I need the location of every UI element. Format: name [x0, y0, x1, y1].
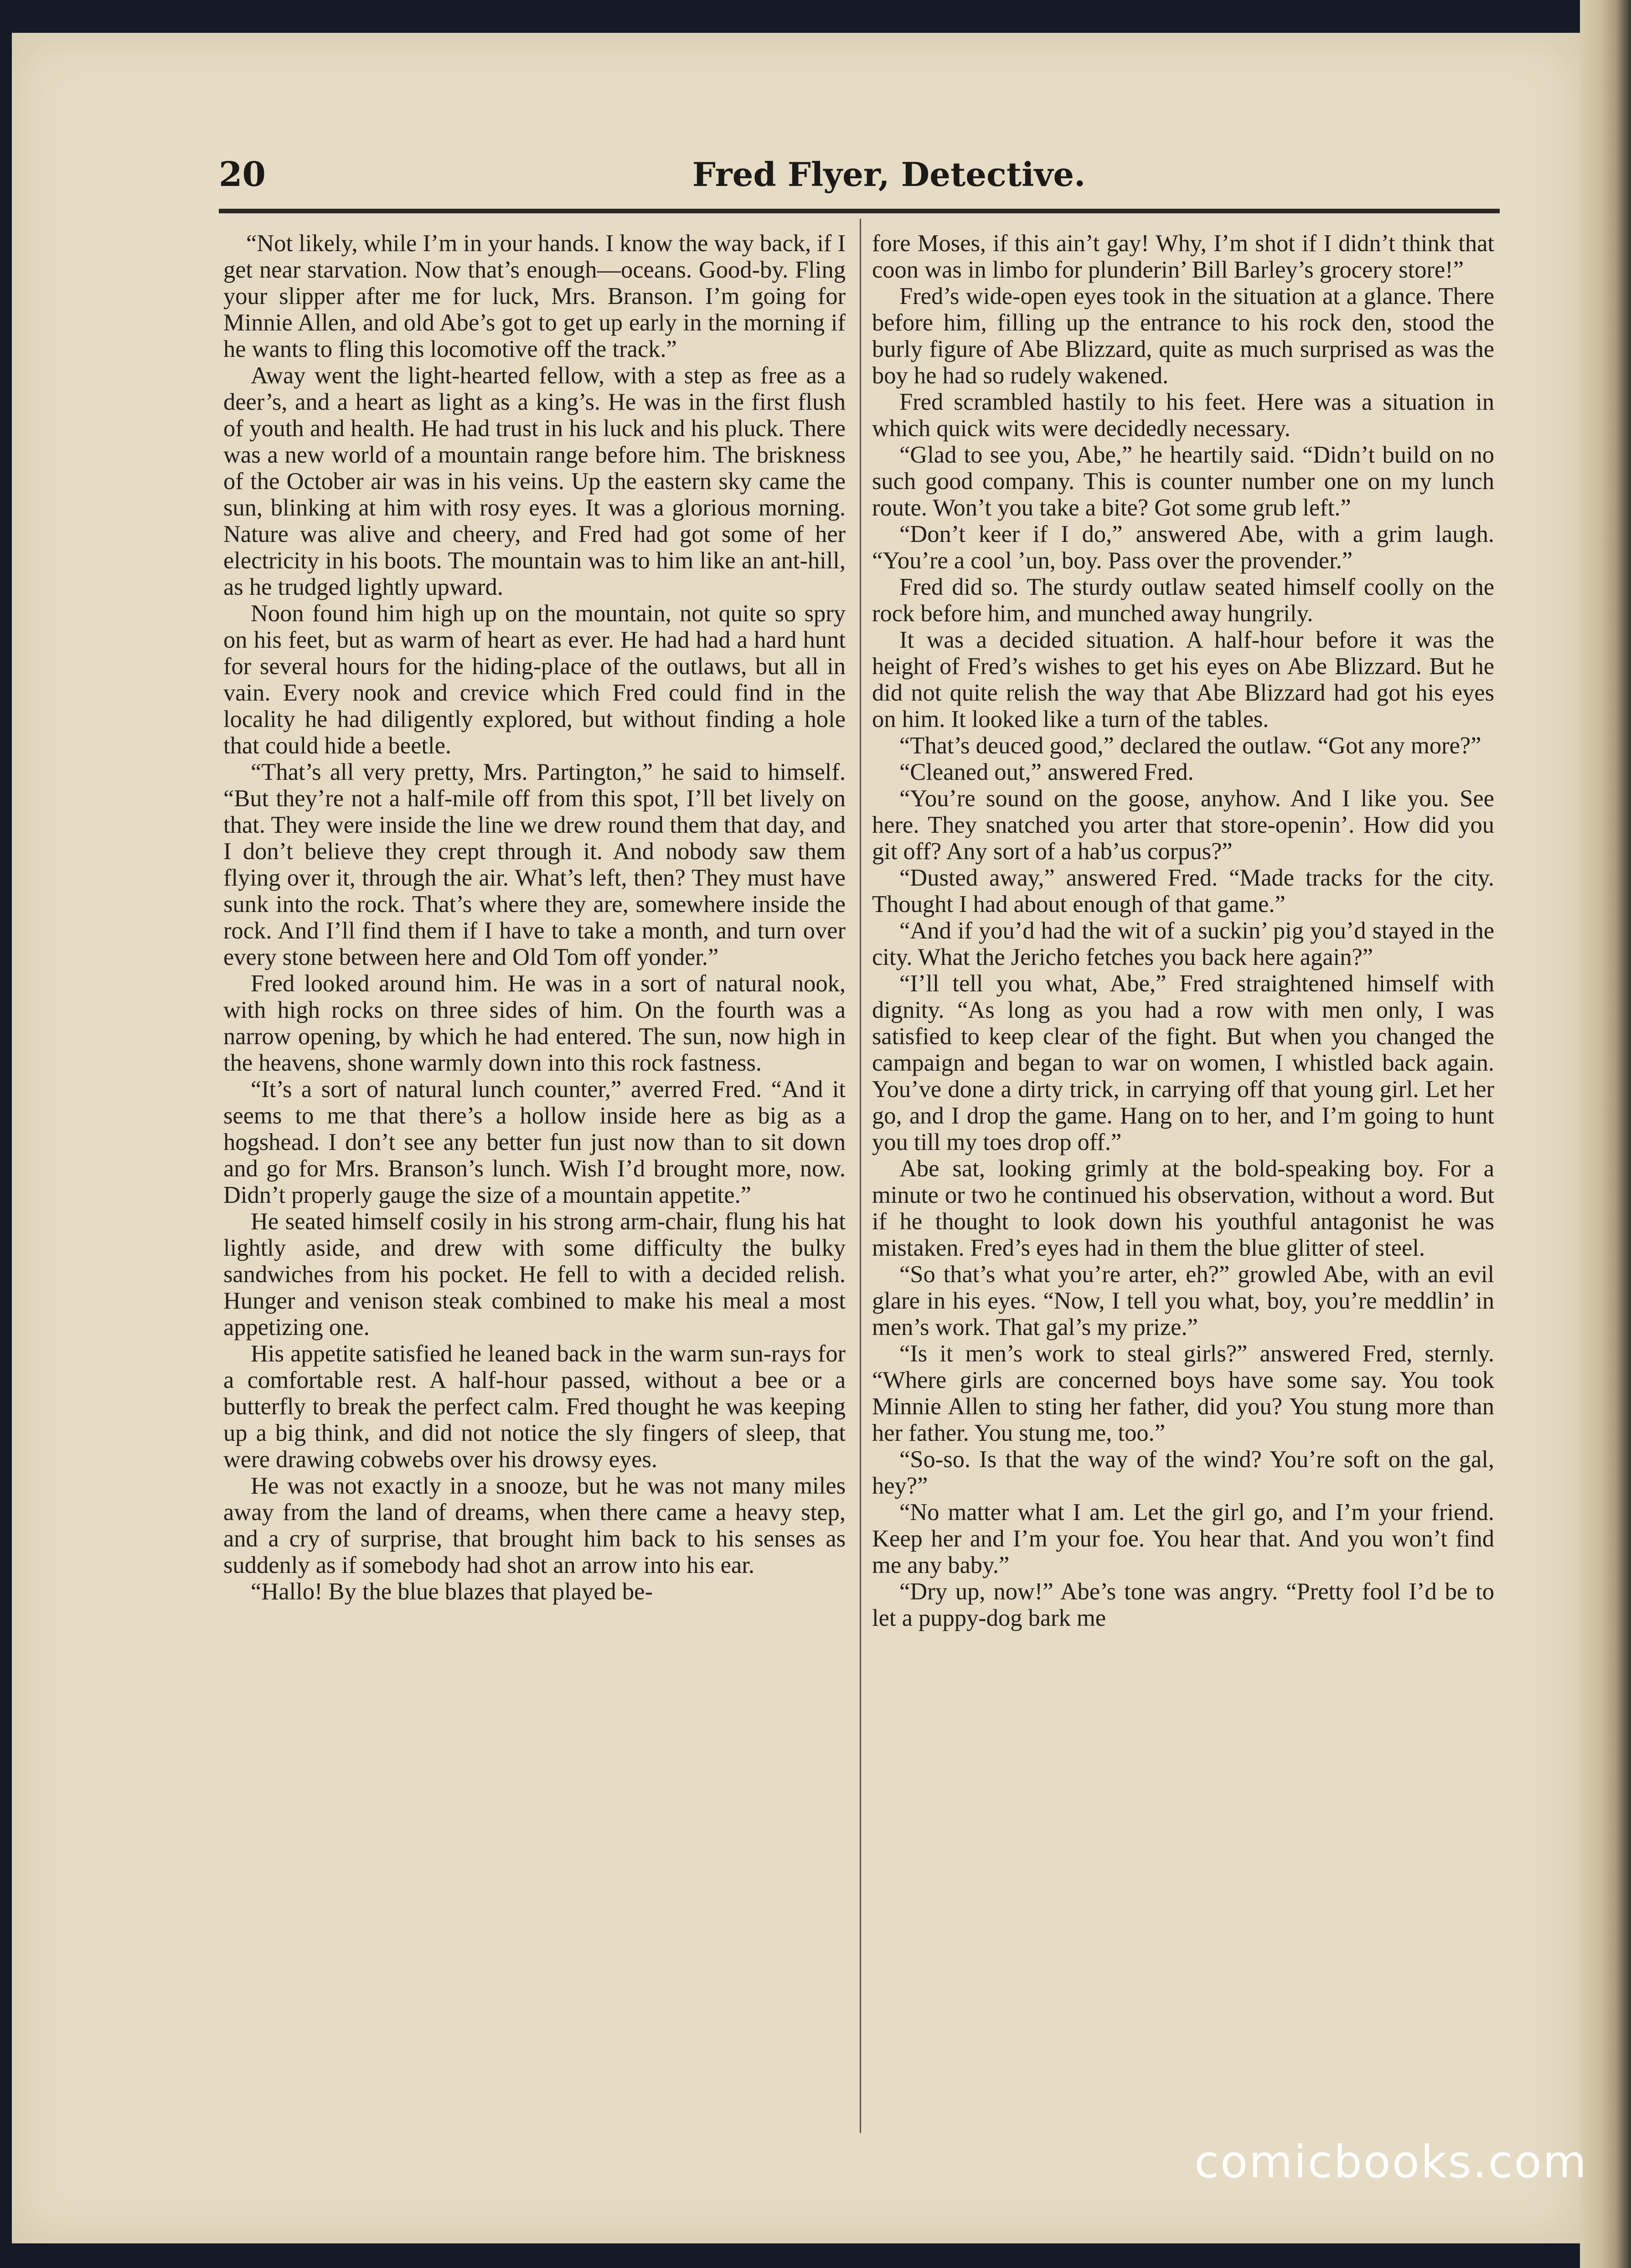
paragraph: Fred’s wide-open eyes took in the situation at a glance. There before him, filling up the entrance to his rock den, stood the burly figure of Abe Blizzard, quite as much surprised as was the boy he had so rudely wakened.: [872, 283, 1494, 389]
paragraph: He seated himself cosily in his strong arm-chair, flung his hat lightly aside, and drew with some difficulty the bulky sandwiches from his pocket. He fell to with a decided relish. Hunger and venison steak combined to make his meal a most appetizing one.: [223, 1208, 846, 1340]
paragraph: “You’re sound on the goose, anyhow. And I like you. See here. They snatched you arter that store-openin’. How did you git off? Any sort of a hab’us corpus?”: [872, 785, 1494, 865]
paragraph: Fred scrambled hastily to his feet. Here was a situation in which quick wits were decidedly necessary.: [872, 389, 1494, 442]
paragraph: “Cleaned out,” answered Fred.: [899, 759, 1194, 785]
paragraph: “And if you’d had the wit of a suckin’ pig you’d stayed in the city. What the Jericho fetches you back here again?”: [872, 918, 1494, 970]
column-divider: [860, 219, 861, 2133]
paragraph: “Dusted away,” answered Fred. “Made tracks for the city. Thought I had about enough of that game.”: [872, 865, 1494, 918]
paragraph: “Glad to see you, Abe,” he heartily said. “Didn’t build on no such good company. This is counter number one on my lunch route. Won’t you take a bite? Got some grub left.”: [872, 442, 1494, 521]
paragraph: “No matter what I am. Let the girl go, and I’m your friend. Keep her and I’m your foe. You hear that. And you won’t find me any baby.”: [872, 1499, 1494, 1578]
paragraph: “Is it men’s work to steal girls?” answered Fred, sternly. “Where girls are concerned boys have some say. You took Minnie Allen to sting her father, did you? You stung more than her father. You stung me, too.”: [872, 1340, 1494, 1446]
page-number: 20: [219, 155, 266, 194]
paragraph: “So that’s what you’re arter, eh?” growled Abe, with an evil glare in his eyes. “Now, I tell you what, boy, you’re meddlin’ in men’s work. That gal’s my prize.”: [872, 1261, 1494, 1340]
paragraph: “That’s all very pretty, Mrs. Partington,” he said to himself. “But they’re not a half-mile off from this spot, I’ll bet lively on that. They were inside the line we drew round them that day, and I don’t believe they crept through it. And nobody saw them flying over it, through the air. What’s left, then? They must have sunk into the rock. That’s where they are, somewhere inside the rock. And I’ll find them if I have to take a month, and turn over every stone between here and Old Tom off yonder.”: [223, 759, 846, 970]
paragraph: Abe sat, looking grimly at the bold-speaking boy. For a minute or two he continued his observation, without a word. But if he thought to look down his youthful antagonist he was mistaken. Fred’s eyes had in them the blue glitter of steel.: [872, 1155, 1494, 1261]
left-column: [223, 230, 846, 1605]
header-rule: [219, 209, 1500, 213]
paragraph: He was not exactly in a snooze, but he was not many miles away from the land of dreams, when there came a heavy step, and a cry of surprise, that brought him back to his senses as suddenly as if somebody had shot an arrow into his ear.: [223, 1473, 846, 1578]
running-title: Fred Flyer, Detective.: [692, 155, 1086, 194]
paragraph: Away went the light-hearted fellow, with a step as free as a deer’s, and a heart as light as a king’s. He was in the first flush of youth and health. He had trust in his luck and his pluck. There was a new world of a mountain range before him. The briskness of the October air was in his veins. Up the eastern sky came the sun, blinking at him with rosy eyes. It was a glorious morning. Nature was alive and cheery, and Fred had got some of her electricity in his boots. The mountain was to him like an ant-hill, as he trudged lightly upward.: [223, 362, 846, 600]
page-edge: [1580, 0, 1631, 2268]
paragraph: “I’ll tell you what, Abe,” Fred straightened himself with dignity. “As long as you had a row with men only, I was satisfied to keep clear of the fight. But when you changed the campaign and began to war on women, I whistled back again. You’ve done a dirty trick, in carrying off that young girl. Let her go, and I drop the game. Hang on to her, and I’m going to hunt you till my toes drop off.”: [872, 970, 1494, 1155]
paragraph: “That’s deuced good,” declared the outlaw. “Got any more?”: [899, 732, 1481, 759]
paragraph: It was a decided situation. A half-hour before it was the height of Fred’s wishes to get his eyes on Abe Blizzard. But he did not quite relish the way that Abe Blizzard had got his eyes on him. It looked like a turn of the tables.: [872, 627, 1494, 732]
paragraph: “Not likely, while I’m in your hands. I know the way back, if I get near starvation. Now that’s enough—oceans. Good-by. Fling your slipper after me for luck, Mrs. Branson. I’m going for Minnie Allen, and old Abe’s got to get up early in the morning if he wants to fling this locomotive off the track.”: [223, 230, 846, 362]
watermark: comicbooks.com: [1194, 2136, 1588, 2188]
paragraph: “It’s a sort of natural lunch counter,” averred Fred. “And it seems to me that there’s a hollow inside here as big as a hogshead. I don’t see any better fun just now than to sit down and go for Mrs. Branson’s lunch. Wish I’d brought more, now. Didn’t properly gauge the size of a mountain appetite.”: [223, 1076, 846, 1208]
paragraph: “Don’t keer if I do,” answered Abe, with a grim laugh. “You’re a cool ’un, boy. Pass over the provender.”: [872, 521, 1494, 574]
paragraph: fore Moses, if this ain’t gay! Why, I’m shot if I didn’t think that coon was in limbo for plunderin’ Bill Barley’s grocery store!”: [872, 230, 1494, 283]
paragraph: Noon found him high up on the mountain, not quite so spry on his feet, but as warm of heart as ever. He had had a hard hunt for several hours for the hiding-place of the outlaws, but all in vain. Every nook and crevice which Fred could find in the locality he had diligently explored, but without finding a hole that could hide a beetle.: [223, 600, 846, 759]
paragraph: “Hallo! By the blue blazes that played be-: [251, 1578, 653, 1605]
paragraph: His appetite satisfied he leaned back in the warm sun-rays for a comfortable rest. A half-hour passed, without a bee or a butterfly to break the perfect calm. Fred thought he was keeping up a big think, and did not notice the sly fingers of sleep, that were drawing cobwebs over his drowsy eyes.: [223, 1340, 846, 1473]
paragraph: Fred did so. The sturdy outlaw seated himself coolly on the rock before him, and munched away hungrily.: [872, 574, 1494, 627]
paragraph: “Dry up, now!” Abe’s tone was angry. “Pretty fool I’d be to let a puppy-dog bark me: [872, 1578, 1494, 1631]
paragraph: “So-so. Is that the way of the wind? You’re soft on the gal, hey?”: [872, 1446, 1494, 1499]
right-column: [872, 230, 1494, 1631]
paragraph: Fred looked around him. He was in a sort of natural nook, with high rocks on three sides of him. On the fourth was a narrow opening, by which he had entered. The sun, now high in the heavens, shone warmly down into this rock fastness.: [223, 970, 846, 1076]
